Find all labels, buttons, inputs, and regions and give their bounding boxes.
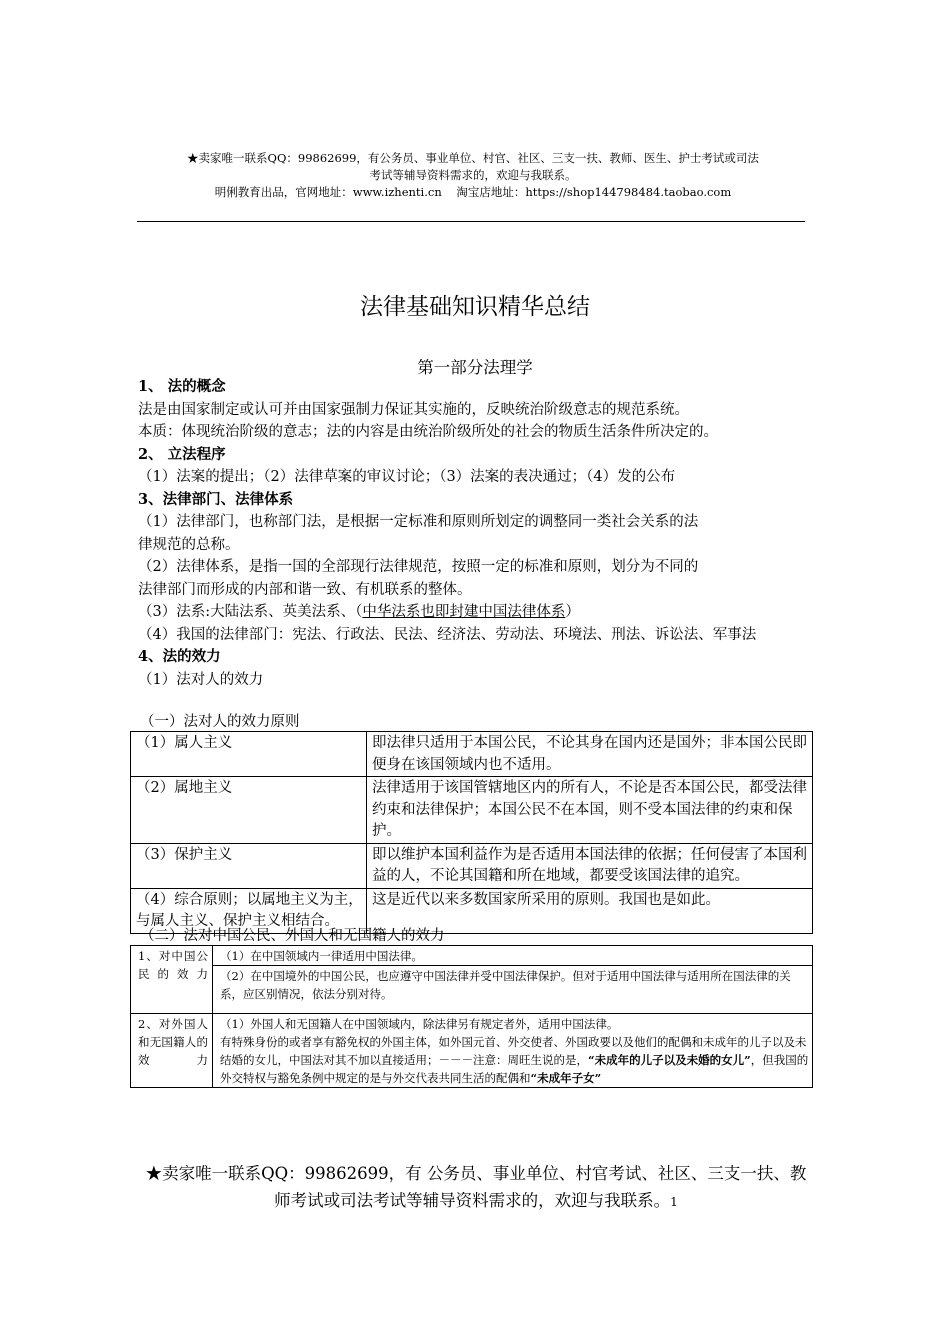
table2-caption: （二）法对中国公民、外国人和无国籍人的效力 [140, 928, 445, 944]
table1-caption: （一）法对人的效力原则 [140, 714, 300, 730]
paragraph: （4）我国的法律部门：宪法、行政法、民法、经济法、劳动法、环境法、刑法、诉讼法、军事法 [138, 626, 757, 643]
table-row [131, 1014, 813, 1088]
header-website-line: 明俐教育出品，官网地址：www.izhenti.cn 淘宝店地址：https://shop144798484.taobao.com [214, 185, 732, 199]
header-contact-line: ★卖家唯一联系QQ：99862699，有公务员、事业单位、村官、社区、三支一扶、教师、医生、护士考试或司法 [187, 151, 759, 165]
principles-table [130, 731, 813, 934]
table-row [131, 966, 813, 1014]
document-body [138, 376, 813, 691]
underlined-text: 中华法系也即封建中国法律体系 [362, 604, 566, 620]
principle-name: （2）属地主义 [131, 777, 367, 844]
paragraph: 本质：体现统治阶级的意志；法的内容是由统治阶级所处的社会的物质生活条件所决定的。 [138, 424, 718, 440]
principle-desc: 即法律只适用于本国公民，不论其身在国内还是国外；非本国公民即便身在该国领域内也不适用。 [367, 732, 813, 777]
table-row [131, 946, 813, 966]
paragraph: （1）法案的提出；（2）法律草案的审议讨论；（3）法案的表决通过；（4）发的公布 [138, 469, 676, 485]
paragraph: 律规范的总称。 [138, 536, 240, 553]
row-label: 1、对中国公民的效力 [131, 946, 213, 1014]
part-title: 第一部分法理学 [417, 358, 533, 377]
principle-desc: 这是近代以来多数国家所采用的原则。我国也是如此。 [367, 888, 813, 933]
paragraph: 法律部门而形成的内部和谐一致、有机联系的整体。 [138, 581, 472, 598]
paragraph: 法是由国家制定或认可并由国家强制力保证其实施的，反映统治阶级意志的规范系统。 [138, 401, 689, 418]
principle-desc: 即以维护本国利益作为是否适用本国法律的依据；任何侵害了本国利益的人，不论其国籍和所在地域，都要受该国法律的追究。 [367, 843, 813, 888]
table-row [131, 777, 813, 844]
page-header [137, 150, 809, 201]
header-divider [137, 221, 805, 222]
paragraph [138, 601, 813, 624]
table-row [131, 843, 813, 888]
principle-name: （3）保护主义 [131, 843, 367, 888]
footer-contact-text: ★卖家唯一联系QQ：99862699，有 公务员、事业单位、村官考试、社区、三支一扶、教师考试或司法考试等辅导资料需求的，欢迎与我联系。 [145, 1164, 807, 1210]
section-heading: 3、法律部门、法律体系 [138, 490, 294, 508]
effect-table [130, 945, 813, 1088]
table-cell: （1）在中国领域内一律适用中国法律。 [213, 946, 813, 966]
row-label: 2、对外国人和无国籍人的效力 [131, 1014, 213, 1088]
text: ） [565, 604, 580, 620]
document-title: 法律基础知识精华总结 [360, 294, 590, 320]
subheading: （1）法对人的效力 [138, 671, 264, 688]
bold-text: “未成年的儿子以及未婚的女儿” [588, 1053, 751, 1067]
paragraph: （1）法律部门，也称部门法，是根据一定标准和原则所划定的调整同一类社会关系的法 [138, 514, 699, 530]
page-number: 1 [670, 1195, 678, 1209]
table-row [131, 732, 813, 777]
cell-line: （1）外国人和无国籍人在中国领域内，除法律另有规定者外，适用中国法律。 [220, 1017, 619, 1031]
section-heading: 4、法的效力 [138, 648, 221, 665]
header-contact-line-2: 考试等辅导资料需求的，欢迎与我联系。 [369, 168, 577, 182]
page-footer [138, 1160, 814, 1216]
paragraph: （2）法律体系，是指一国的全部现行法律规范，按照一定的标准和原则，划分为不同的 [138, 559, 699, 575]
bold-text: “未成年子女” [530, 1071, 602, 1085]
cell-text [220, 1033, 809, 1087]
text: ，但我国的外交特权与豁免条例中规定的是与外交代表共同生活的配偶和 [220, 1053, 809, 1085]
table-cell [213, 1014, 813, 1088]
principle-name: （4）综合原则；以属地主义为主，与属人主义、保护主义相结合。 [131, 888, 367, 933]
section-heading: 2、 立法程序 [138, 445, 226, 463]
principle-name: （1）属人主义 [131, 732, 367, 777]
section-heading: 1、 法的概念 [138, 378, 226, 395]
principle-desc: 法律适用于该国管辖地区内的所有人，不论是否本国公民，都受法律约束和法律保护；本国公民不在本国，则不受本国法律的约束和保护。 [367, 777, 813, 844]
text: 有特殊身份的或者享有豁免权的外国主体，如外国元首、外交使者、外国政要以及他们的配偶和未成年的儿子以及未结婚的女儿，中国法对其不加以直接适用；－－－注意：周旺生说的是， [220, 1035, 807, 1067]
table-cell: （2）在中国境外的中国公民，也应遵守中国法律并受中国法律保护。但对于适用中国法律与适用所在国法律的关系，应区别情况，依法分别对待。 [213, 966, 813, 1014]
text: （3）法系:大陆法系、英美法系、（ [138, 604, 363, 620]
